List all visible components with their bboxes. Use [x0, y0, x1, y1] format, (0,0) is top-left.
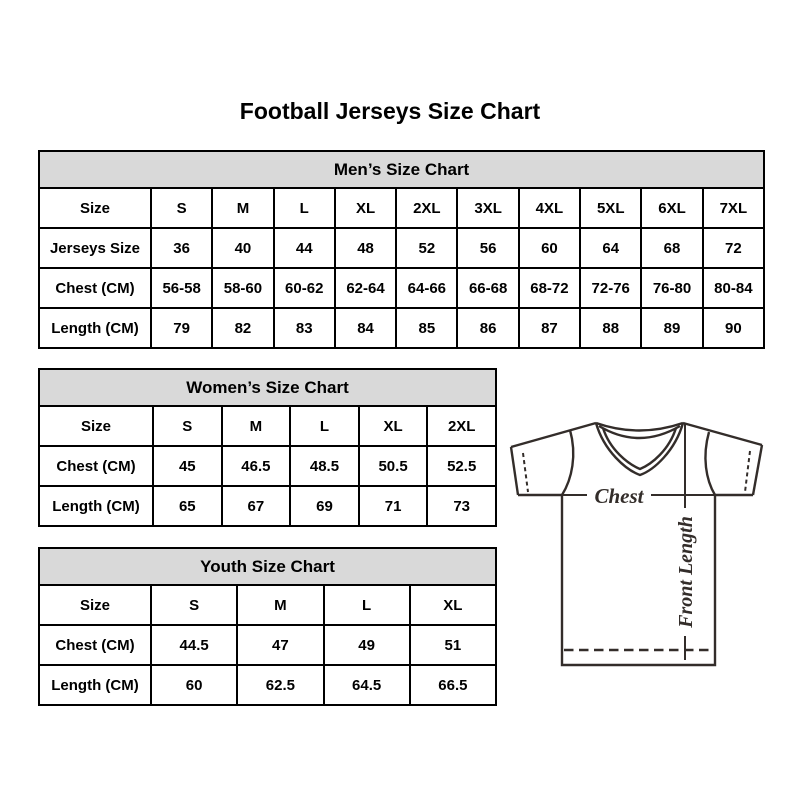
cell: 64 — [580, 228, 641, 268]
cell: 71 — [359, 486, 428, 526]
cell: 79 — [151, 308, 212, 348]
cell: 76-80 — [641, 268, 702, 308]
cell: 82 — [212, 308, 273, 348]
cell: L — [324, 585, 410, 625]
cell: 3XL — [457, 188, 518, 228]
cell: 64-66 — [396, 268, 457, 308]
cell: 80-84 — [703, 268, 764, 308]
chest-label: Chest — [594, 484, 644, 508]
table-row-size — [39, 406, 496, 446]
cell: 44.5 — [151, 625, 237, 665]
youth-size-table — [38, 547, 497, 706]
cell: 62-64 — [335, 268, 396, 308]
womens-table-title: Women’s Size Chart — [39, 369, 496, 406]
page-title: Football Jerseys Size Chart — [239, 98, 541, 124]
cell: 88 — [580, 308, 641, 348]
cell: 47 — [237, 625, 323, 665]
cell: 48 — [335, 228, 396, 268]
cell: 52 — [396, 228, 457, 268]
cell: 45 — [153, 446, 222, 486]
cell: XL — [359, 406, 428, 446]
cell: 83 — [274, 308, 335, 348]
cell: 40 — [212, 228, 273, 268]
cell: 2XL — [396, 188, 457, 228]
cell: 60-62 — [274, 268, 335, 308]
cell: XL — [335, 188, 396, 228]
row-label: Size — [39, 188, 151, 228]
cell: 90 — [703, 308, 764, 348]
left-cuff-dashed-line — [523, 453, 528, 492]
cell: 66-68 — [457, 268, 518, 308]
collar — [596, 423, 683, 475]
table-row-length — [39, 486, 496, 526]
table-row-jerseys-size — [39, 228, 764, 268]
cell: S — [151, 585, 237, 625]
row-label: Chest (CM) — [39, 446, 153, 486]
table-row-size — [39, 585, 496, 625]
cell: 56 — [457, 228, 518, 268]
cell: 60 — [519, 228, 580, 268]
cell: L — [274, 188, 335, 228]
cell: 84 — [335, 308, 396, 348]
cell: 66.5 — [410, 665, 496, 705]
jersey-outline — [511, 423, 762, 665]
cell: 7XL — [703, 188, 764, 228]
cell: 67 — [222, 486, 291, 526]
womens-size-table — [38, 368, 497, 527]
cell: 2XL — [427, 406, 496, 446]
table-header-row — [39, 151, 764, 188]
mens-size-table — [38, 150, 765, 349]
cell: S — [153, 406, 222, 446]
mens-table-title: Men’s Size Chart — [39, 151, 764, 188]
row-label: Chest (CM) — [39, 268, 151, 308]
row-label: Size — [39, 585, 151, 625]
row-label: Size — [39, 406, 153, 446]
cell: 4XL — [519, 188, 580, 228]
cell: 51 — [410, 625, 496, 665]
cell: 68 — [641, 228, 702, 268]
cell: 44 — [274, 228, 335, 268]
cell: 56-58 — [151, 268, 212, 308]
cell: 68-72 — [519, 268, 580, 308]
right-cuff-dashed-line — [745, 451, 750, 492]
cell: 86 — [457, 308, 518, 348]
front-length-measurement — [673, 424, 697, 660]
cell: 46.5 — [222, 446, 291, 486]
cell: 72 — [703, 228, 764, 268]
cell: 65 — [153, 486, 222, 526]
cell: 49 — [324, 625, 410, 665]
table-header-row — [39, 548, 496, 585]
cell: M — [237, 585, 323, 625]
table-row-chest — [39, 625, 496, 665]
cell: M — [212, 188, 273, 228]
cell: XL — [410, 585, 496, 625]
cell: 64.5 — [324, 665, 410, 705]
cell: 89 — [641, 308, 702, 348]
table-header-row — [39, 369, 496, 406]
table-row-length — [39, 665, 496, 705]
cell: 69 — [290, 486, 359, 526]
chest-measurement — [562, 482, 715, 508]
cell: L — [290, 406, 359, 446]
cell: 60 — [151, 665, 237, 705]
row-label: Chest (CM) — [39, 625, 151, 665]
table-row-length — [39, 308, 764, 348]
cell: 52.5 — [427, 446, 496, 486]
front-length-label: Front Length — [675, 516, 697, 628]
row-label: Length (CM) — [39, 486, 153, 526]
row-label: Jerseys Size — [39, 228, 151, 268]
youth-table-title: Youth Size Chart — [39, 548, 496, 585]
cell: 6XL — [641, 188, 702, 228]
cell: 72-76 — [580, 268, 641, 308]
cell: 87 — [519, 308, 580, 348]
row-label: Length (CM) — [39, 665, 151, 705]
cell: M — [222, 406, 291, 446]
row-label: Length (CM) — [39, 308, 151, 348]
jersey-diagram — [500, 413, 772, 671]
cell: 73 — [427, 486, 496, 526]
cell: 48.5 — [290, 446, 359, 486]
cell: S — [151, 188, 212, 228]
table-row-chest — [39, 268, 764, 308]
table-row-chest — [39, 446, 496, 486]
cell: 36 — [151, 228, 212, 268]
cell: 62.5 — [237, 665, 323, 705]
table-row-size — [39, 188, 764, 228]
cell: 50.5 — [359, 446, 428, 486]
cell: 5XL — [580, 188, 641, 228]
cell: 85 — [396, 308, 457, 348]
cell: 58-60 — [212, 268, 273, 308]
